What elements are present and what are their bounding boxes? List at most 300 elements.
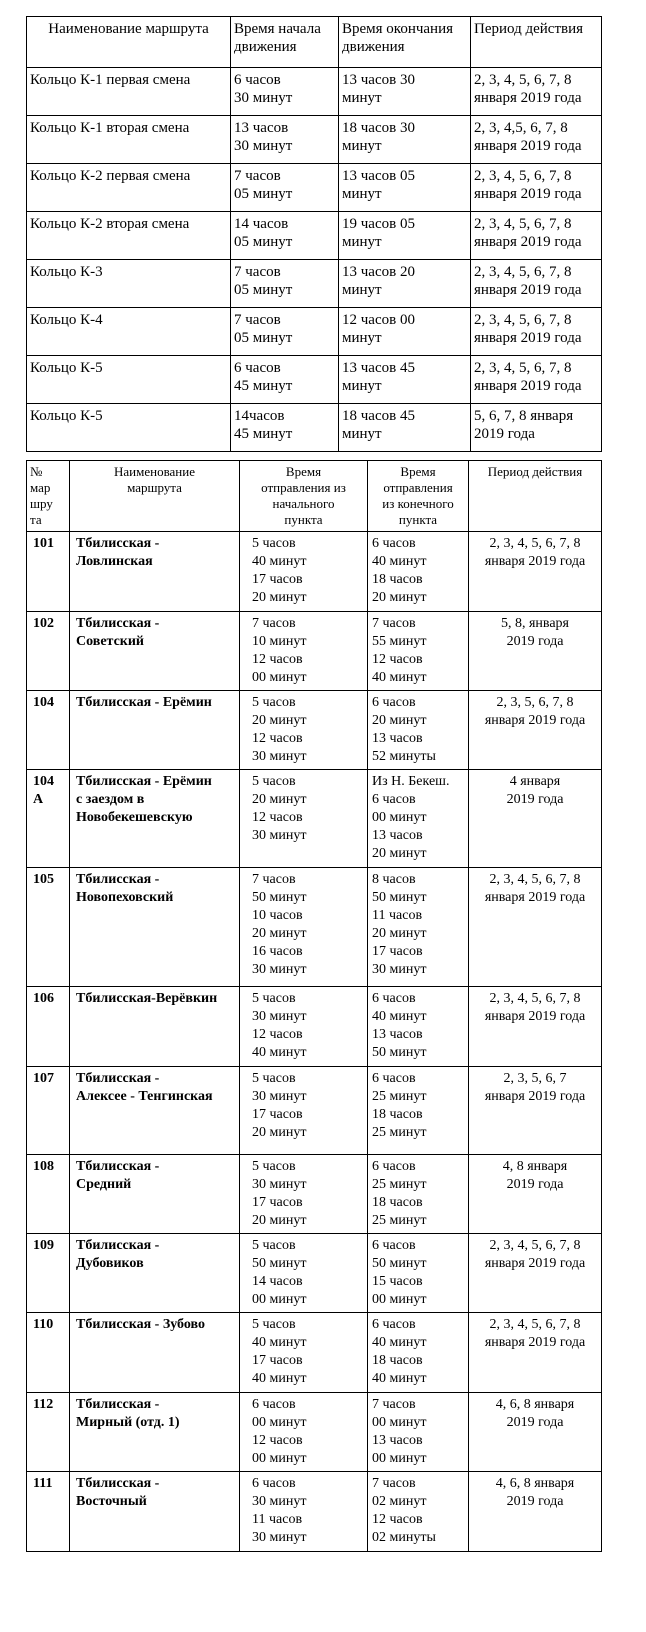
departure-end-cell	[368, 1313, 469, 1393]
route-name-line: Тбилисская - Ерёмин	[76, 695, 212, 710]
header-line: начального	[272, 496, 335, 511]
time-line: 50 минут	[252, 890, 307, 905]
time-line: 30 минут	[252, 962, 307, 977]
time-line: 13 часов	[372, 1433, 423, 1448]
end-time-cell	[339, 260, 471, 308]
route-name-line: Тбилисская - Ерёмин	[76, 774, 212, 789]
time-line: 05 минут	[234, 282, 293, 298]
start-time-cell	[231, 356, 339, 404]
time-line: 40 минут	[252, 1335, 307, 1350]
route-number-cell	[27, 1472, 70, 1552]
time-line: 18 часов 30	[342, 120, 415, 136]
time-line: 7 часов	[234, 168, 281, 184]
table-row	[27, 260, 602, 308]
table-row	[27, 1393, 602, 1472]
period-line: января 2019 года	[484, 1256, 586, 1271]
departure-end-cell	[368, 868, 469, 987]
departure-start-cell	[240, 1234, 368, 1313]
table-row	[27, 116, 602, 164]
time-line: 5 часов	[252, 1071, 296, 1086]
header-departure-end	[368, 461, 469, 532]
period-cell	[471, 404, 602, 452]
time-line: 5 часов	[252, 1159, 296, 1174]
period-cell	[469, 691, 602, 770]
time-line: 13 часов 05	[342, 168, 415, 184]
time-line: минут	[342, 90, 382, 106]
time-line: 40 минут	[372, 1371, 427, 1386]
time-line: 7 часов	[234, 264, 281, 280]
end-time-cell	[339, 212, 471, 260]
time-line: 12 часов	[252, 731, 303, 746]
time-line: 14 часов	[252, 1274, 303, 1289]
time-line: 11 часов	[372, 908, 423, 923]
departure-end-cell	[368, 532, 469, 612]
time-line: 18 часов	[372, 1107, 423, 1122]
header-line: отправления	[383, 480, 453, 495]
table-row	[27, 404, 602, 452]
end-time-cell	[339, 356, 471, 404]
time-line: 7 часов	[252, 616, 296, 631]
header-line: Время	[400, 464, 436, 479]
period-cell	[471, 116, 602, 164]
route-name-cell: Кольцо К-5	[27, 356, 231, 404]
period-line: января 2019 года	[484, 890, 586, 905]
period-line: января 2019 года	[474, 186, 582, 202]
time-line: 13 часов 30	[342, 72, 415, 88]
time-line: минут	[342, 186, 382, 202]
route-name-cell: Кольцо К-2 вторая смена	[27, 212, 231, 260]
period-cell	[469, 987, 602, 1067]
time-line: 40 минут	[372, 670, 427, 685]
time-line: 16 часов	[252, 944, 303, 959]
table-row	[27, 691, 602, 770]
header-start-time: Время начала движения	[231, 17, 339, 68]
time-line: 17 часов	[372, 944, 423, 959]
time-line: 52 минуты	[372, 749, 436, 764]
time-line: 30 минут	[252, 828, 307, 843]
time-line: 25 минут	[372, 1089, 427, 1104]
route-number: 104 А	[33, 774, 54, 807]
departure-start-cell	[240, 770, 368, 868]
time-line: 12 часов	[252, 1027, 303, 1042]
time-line: 40 минут	[252, 1371, 307, 1386]
time-line: 30 минут	[252, 1530, 307, 1545]
time-line: 5 часов	[252, 1238, 296, 1253]
time-line: 12 часов	[372, 652, 423, 667]
period-cell	[469, 532, 602, 612]
route-number: 110	[33, 1317, 54, 1332]
time-line: 5 часов	[252, 991, 296, 1006]
departure-end-cell	[368, 612, 469, 691]
period-line: 2, 3, 4, 5, 6, 7, 8	[489, 1317, 581, 1332]
route-number: 108	[33, 1159, 54, 1174]
route-name-cell: Кольцо К-1 вторая смена	[27, 116, 231, 164]
time-line: 6 часов	[372, 1159, 416, 1174]
route-number-cell	[27, 1393, 70, 1472]
time-line: 10 часов	[252, 908, 303, 923]
time-line: минут	[342, 234, 382, 250]
time-line: 20 минут	[372, 590, 427, 605]
route-name-cell	[70, 770, 240, 868]
period-line: 5, 8, января	[500, 616, 569, 631]
time-line: 25 минут	[372, 1125, 427, 1140]
table-row	[27, 68, 602, 116]
time-line: 6 часов	[372, 792, 416, 807]
route-name-line: Восточный	[76, 1494, 147, 1509]
time-line: 18 часов	[372, 572, 423, 587]
time-line: 00 минут	[252, 1415, 307, 1430]
time-line: 00 минут	[372, 1292, 427, 1307]
time-line: 20 минут	[252, 1125, 307, 1140]
time-line: 30 минут	[252, 1009, 307, 1024]
time-line: 20 минут	[372, 846, 427, 861]
period-cell	[471, 212, 602, 260]
time-line: 6 часов	[372, 1071, 416, 1086]
time-line: 30 минут	[234, 90, 293, 106]
header-line: пункта	[398, 512, 438, 527]
time-line: 50 минут	[372, 890, 427, 905]
period-line: 2, 3, 4, 5, 6, 7, 8	[489, 872, 581, 887]
period-cell	[469, 770, 602, 868]
departure-end-cell	[368, 1393, 469, 1472]
period-line: 4, 8 января	[502, 1159, 568, 1174]
route-name-cell: Кольцо К-1 первая смена	[27, 68, 231, 116]
route-number: 102	[33, 616, 54, 631]
time-line: 14 часов	[234, 216, 289, 232]
departure-end-cell	[368, 691, 469, 770]
period-cell	[469, 1393, 602, 1472]
period-cell	[469, 1234, 602, 1313]
departure-start-cell	[240, 1155, 368, 1234]
header-route-name	[70, 461, 240, 532]
route-name-cell	[70, 1472, 240, 1552]
time-line: 6 часов	[252, 1397, 296, 1412]
route-name-line: Тбилисская - Зубово	[76, 1317, 205, 1332]
time-line: 30 минут	[252, 749, 307, 764]
departure-end-cell	[368, 1067, 469, 1155]
time-line: 40 минут	[372, 554, 427, 569]
period-line: 2019 года	[506, 792, 564, 807]
period-line: января 2019 года	[474, 234, 582, 250]
period-cell	[469, 1067, 602, 1155]
route-name-cell	[70, 691, 240, 770]
period-line: 5, 6, 7, 8 января	[474, 408, 574, 424]
header-period: Период действия	[471, 17, 602, 68]
header-line: та	[30, 512, 42, 527]
time-line: 45 минут	[234, 426, 293, 442]
period-line: 2, 3, 4, 5, 6, 7, 8	[489, 991, 581, 1006]
time-line: 7 часов	[252, 872, 296, 887]
route-name-cell	[70, 1313, 240, 1393]
time-line: 6 часов	[372, 991, 416, 1006]
time-line: 6 часов	[234, 72, 281, 88]
route-number: 109	[33, 1238, 54, 1253]
route-number-cell	[27, 1155, 70, 1234]
route-number: 106	[33, 991, 54, 1006]
start-time-cell	[231, 116, 339, 164]
route-number-cell	[27, 1067, 70, 1155]
header-route-name: Наименование маршрута	[27, 17, 231, 68]
period-line: 4, 6, 8 января	[495, 1476, 575, 1491]
header-line: маршрута	[127, 480, 182, 495]
period-cell	[469, 612, 602, 691]
departure-start-cell	[240, 1393, 368, 1472]
route-name-cell	[70, 612, 240, 691]
period-cell	[469, 1313, 602, 1393]
route-name-cell	[70, 1234, 240, 1313]
time-line: 20 минут	[252, 1213, 307, 1228]
header-line: из конечного	[382, 496, 454, 511]
time-line: 20 минут	[252, 590, 307, 605]
period-cell	[469, 868, 602, 987]
route-number-cell	[27, 1234, 70, 1313]
departure-start-cell	[240, 1313, 368, 1393]
period-line: 2, 3, 4, 5, 6, 7, 8	[474, 264, 572, 280]
time-line: 13 часов	[372, 828, 423, 843]
time-line: 12 часов	[252, 1433, 303, 1448]
route-name-line: Тбилисская -	[76, 1476, 160, 1491]
route-name-cell	[70, 868, 240, 987]
header-line: шру	[30, 496, 53, 511]
route-name-line: Мирный (отд. 1)	[76, 1415, 180, 1430]
time-line: 40 минут	[252, 554, 307, 569]
table-row	[27, 212, 602, 260]
time-line: 20 минут	[252, 713, 307, 728]
time-line: минут	[342, 426, 382, 442]
route-name-line: Тбилисская -	[76, 1238, 160, 1253]
table-row	[27, 612, 602, 691]
route-number-cell	[27, 532, 70, 612]
time-line: 00 минут	[372, 1451, 427, 1466]
time-line: 00 минут	[252, 1292, 307, 1307]
header-period	[469, 461, 602, 532]
period-line: января 2019 года	[474, 330, 582, 346]
table-header-row	[27, 17, 602, 68]
table-row	[27, 532, 602, 612]
time-line: 05 минут	[234, 186, 293, 202]
time-line: 6 часов	[372, 536, 416, 551]
header-route-number	[27, 461, 70, 532]
period-line: 2, 3, 4, 5, 6, 7, 8	[489, 536, 581, 551]
departure-start-cell	[240, 1067, 368, 1155]
start-time-cell	[231, 260, 339, 308]
time-line: 5 часов	[252, 1317, 296, 1332]
time-line: 05 минут	[234, 234, 293, 250]
time-line: 12 часов 00	[342, 312, 415, 328]
route-number: 104	[33, 695, 54, 710]
schedule-table-ring-routes	[26, 16, 602, 452]
time-line: 02 минуты	[372, 1530, 436, 1545]
period-cell	[469, 1472, 602, 1552]
route-number-cell	[27, 868, 70, 987]
time-line: 45 минут	[234, 378, 293, 394]
header-end-time: Время окончания движения	[339, 17, 471, 68]
time-line: 20 минут	[252, 792, 307, 807]
table-row	[27, 868, 602, 987]
end-time-cell	[339, 404, 471, 452]
time-line: 50 минут	[252, 1256, 307, 1271]
route-name-line: Тбилисская -	[76, 616, 160, 631]
time-line: 05 минут	[234, 330, 293, 346]
table-row	[27, 356, 602, 404]
route-number-cell	[27, 770, 70, 868]
time-line: 13 часов	[372, 731, 423, 746]
route-name-cell: Кольцо К-2 первая смена	[27, 164, 231, 212]
period-line: 2, 3, 5, 6, 7, 8	[496, 695, 574, 710]
period-line: 2019 года	[506, 1177, 564, 1192]
header-line: Наименование	[114, 464, 195, 479]
time-line: 5 часов	[252, 774, 296, 789]
time-line: 40 минут	[372, 1009, 427, 1024]
start-time-cell	[231, 308, 339, 356]
departure-end-cell	[368, 1234, 469, 1313]
time-line: 18 часов 45	[342, 408, 415, 424]
period-cell	[471, 308, 602, 356]
route-number-cell	[27, 987, 70, 1067]
period-line: января 2019 года	[484, 554, 586, 569]
route-name-line: Новобекешевскую	[76, 810, 193, 825]
route-name-line: Новопеховский	[76, 890, 174, 905]
table-row	[27, 1472, 602, 1552]
time-line: минут	[342, 282, 382, 298]
departure-end-cell	[368, 987, 469, 1067]
time-line: 5 часов	[252, 536, 296, 551]
table-row	[27, 1234, 602, 1313]
time-line: 30 минут	[252, 1089, 307, 1104]
period-line: января 2019 года	[474, 138, 582, 154]
period-line: 2019 года	[506, 1494, 564, 1509]
time-line: 13 часов 20	[342, 264, 415, 280]
period-line: 2, 3, 4, 5, 6, 7, 8	[474, 312, 572, 328]
route-number: 101	[33, 536, 54, 551]
time-line: 7 часов	[372, 1397, 416, 1412]
period-line: 2, 3, 4, 5, 6, 7, 8	[489, 1238, 581, 1253]
end-time-cell	[339, 308, 471, 356]
route-number: 111	[33, 1476, 53, 1491]
table-row	[27, 1313, 602, 1393]
route-number: 105	[33, 872, 54, 887]
time-line: 14часов	[234, 408, 285, 424]
route-name-line: Тбилисская -	[76, 1159, 160, 1174]
time-line: 00 минут	[372, 1415, 427, 1430]
time-line: 12 часов	[372, 1512, 423, 1527]
table-row	[27, 164, 602, 212]
period-line: 2019 года	[506, 1415, 564, 1430]
route-name-line: Тбилисская -	[76, 1397, 160, 1412]
end-time-cell	[339, 164, 471, 212]
time-line: 30 минут	[234, 138, 293, 154]
route-name-cell: Кольцо К-3	[27, 260, 231, 308]
time-line: 40 минут	[372, 1335, 427, 1350]
route-name-cell	[70, 1067, 240, 1155]
table-header-row	[27, 461, 602, 532]
time-line: 6 часов	[372, 1238, 416, 1253]
departure-start-cell	[240, 868, 368, 987]
time-line: 20 минут	[372, 926, 427, 941]
time-line: 40 минут	[252, 1045, 307, 1060]
period-cell	[469, 1155, 602, 1234]
departure-start-cell	[240, 691, 368, 770]
time-line: 02 минут	[372, 1494, 427, 1509]
start-time-cell	[231, 212, 339, 260]
time-line: 5 часов	[252, 695, 296, 710]
route-name-line: Дубовиков	[76, 1256, 144, 1271]
time-line: 25 минут	[372, 1213, 427, 1228]
route-name-line: Тбилисская-Верёвкин	[76, 991, 218, 1006]
time-line: 7 часов	[372, 1476, 416, 1491]
route-name-line: Средний	[76, 1177, 132, 1192]
header-line: Время	[285, 464, 322, 479]
period-line: 2019 года	[474, 426, 535, 442]
period-line: 2, 3, 4, 5, 6, 7, 8	[474, 168, 572, 184]
period-line: 2019 года	[506, 634, 564, 649]
period-cell	[471, 68, 602, 116]
departure-start-cell	[240, 1472, 368, 1552]
period-line: января 2019 года	[484, 1089, 586, 1104]
time-line: 50 минут	[372, 1045, 427, 1060]
departure-start-cell	[240, 532, 368, 612]
time-line: 17 часов	[252, 572, 303, 587]
route-name-line: Тбилисская -	[76, 872, 160, 887]
time-line: 11 часов	[252, 1512, 303, 1527]
route-number-cell	[27, 612, 70, 691]
time-line: 6 часов	[372, 695, 416, 710]
period-line: 4, 6, 8 января	[495, 1397, 575, 1412]
time-line: 8 часов	[372, 872, 416, 887]
header-line: Период действия	[487, 464, 583, 479]
route-number: 112	[33, 1397, 54, 1412]
time-line: 00 минут	[252, 1451, 307, 1466]
header-line: отправления из	[261, 480, 346, 495]
time-line: минут	[342, 378, 382, 394]
end-time-cell	[339, 116, 471, 164]
route-name-line: Ловлинская	[76, 554, 153, 569]
time-line: 55 минут	[372, 634, 427, 649]
table-row	[27, 1155, 602, 1234]
time-line: 30 минут	[252, 1177, 307, 1192]
table-row	[27, 987, 602, 1067]
period-line: 2, 3, 4,5, 6, 7, 8	[474, 120, 568, 136]
time-line: 25 минут	[372, 1177, 427, 1192]
schedule-table-suburban-routes	[26, 460, 602, 1552]
time-line: 18 часов	[372, 1353, 423, 1368]
start-time-cell	[231, 68, 339, 116]
route-number-cell	[27, 1313, 70, 1393]
time-line: 50 минут	[372, 1256, 427, 1271]
time-line: 30 минут	[252, 1494, 307, 1509]
time-line: 10 минут	[252, 634, 307, 649]
departure-end-cell	[368, 770, 469, 868]
time-line: 6 часов	[252, 1476, 296, 1491]
route-number-cell	[27, 691, 70, 770]
time-line: минут	[342, 138, 382, 154]
time-line: 20 минут	[372, 713, 427, 728]
period-cell	[471, 164, 602, 212]
departure-end-cell	[368, 1155, 469, 1234]
start-time-cell	[231, 164, 339, 212]
time-line: 00 минут	[372, 810, 427, 825]
time-line: 6 часов	[372, 1317, 416, 1332]
route-name-cell	[70, 1155, 240, 1234]
time-line: 15 часов	[372, 1274, 423, 1289]
header-departure-start	[240, 461, 368, 532]
period-line: 2, 3, 4, 5, 6, 7, 8	[474, 360, 572, 376]
time-line: 13 часов	[372, 1027, 423, 1042]
departure-end-cell	[368, 1472, 469, 1552]
route-name-cell	[70, 532, 240, 612]
time-line: 17 часов	[252, 1353, 303, 1368]
header-line: пункта	[284, 512, 323, 527]
